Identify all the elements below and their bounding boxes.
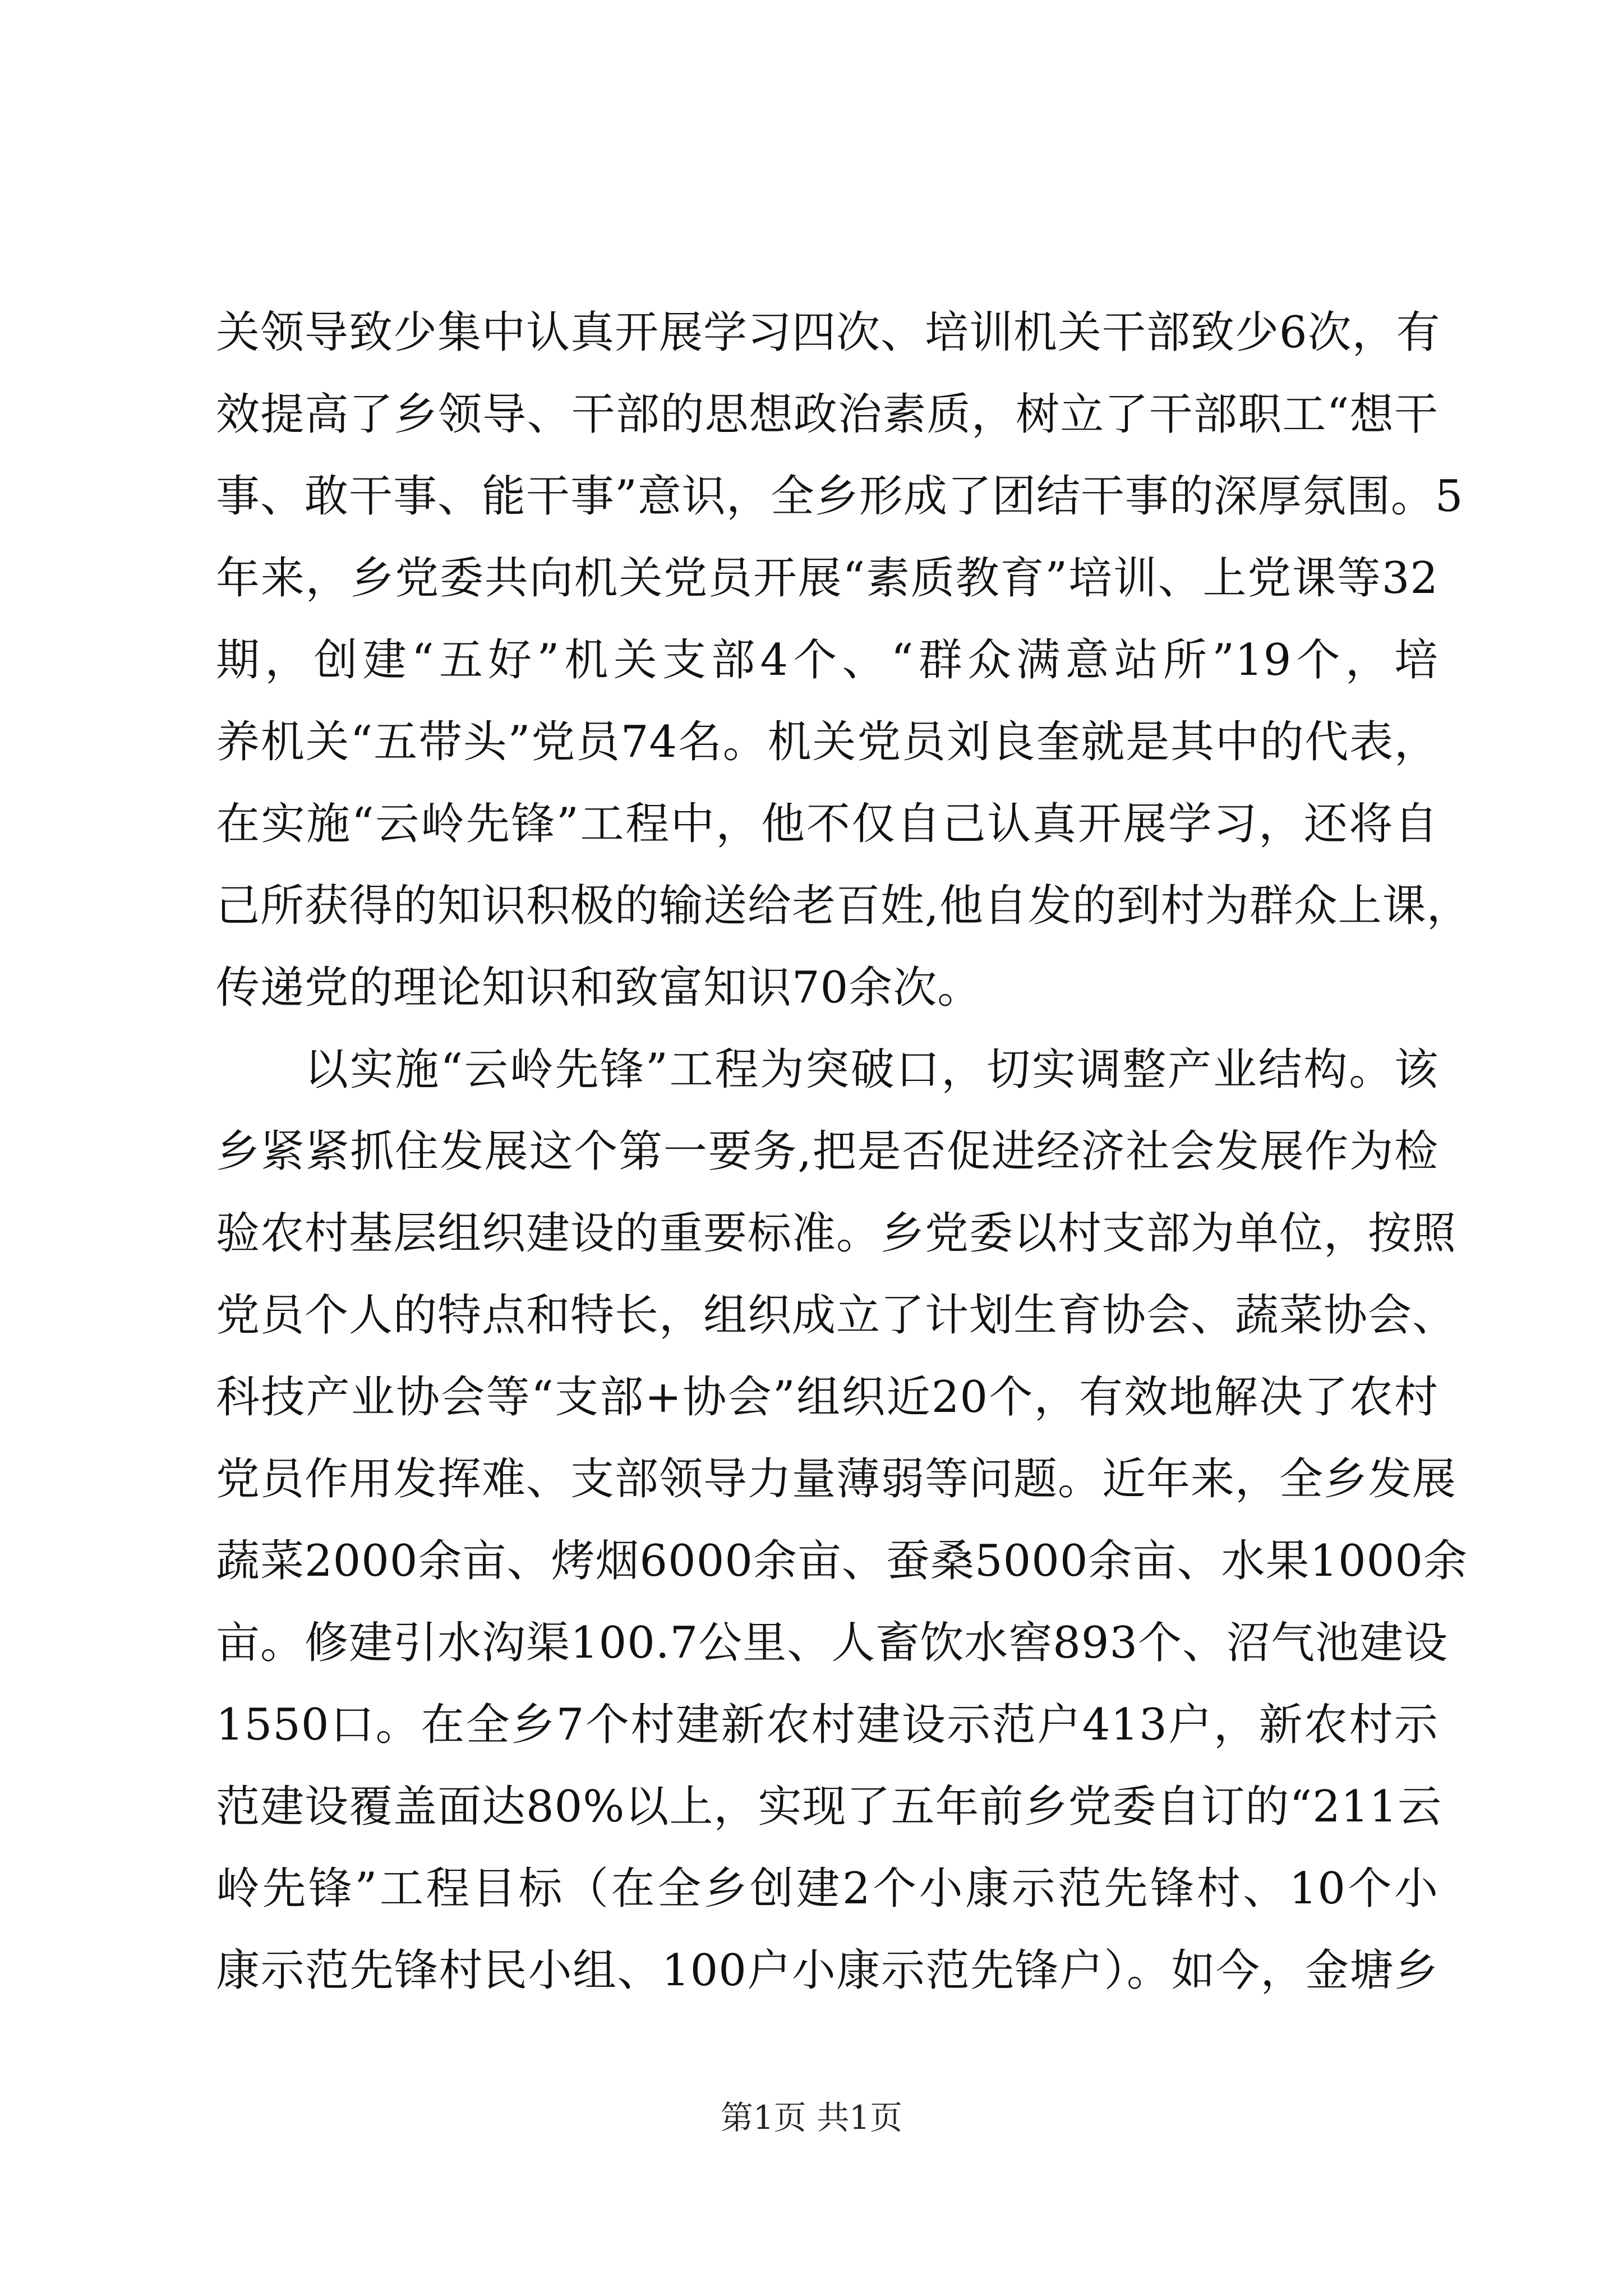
text-line: 事、敢干事、能干事”意识，全乡形成了团结干事的深厚氛围。5 [216,471,1464,522]
text-line: 1550口。在全乡7个村建新农村建设示范户413户，新农村示 [216,1700,1438,1750]
page-footer [0,2095,1623,2140]
text-line: 蔬菜2000余亩、烤烟6000余亩、蚕桑5000余亩、水果1000余 [216,1536,1468,1586]
text-line: 岭先锋”工程目标（在全乡创建2个小康示范先锋村、10个小 [216,1864,1438,1914]
text-line: 亩。修建引水沟渠100.7公里、人畜饮水窖893个、沼气池建设 [216,1618,1449,1668]
text-line: 期，创建“五好”机关支部4个、“群众满意站所”19个，培 [216,635,1438,685]
paragraph-2 [216,1029,1468,2012]
paragraph-1 [216,292,1471,1029]
text-line: 效提高了乡领导、干部的思想政治素质，树立了干部职工“想干 [216,389,1438,440]
text-line: 在实施“云岭先锋”工程中，他不仅自己认真开展学习，还将自 [216,799,1438,849]
text-line: 关领导致少集中认真开展学习四次、培训机关干部致少6次，有 [216,307,1441,358]
page-number-label: 第1页 共1页 [720,2099,903,2137]
text-line: 乡紧紧抓住发展这个第一要务,把是否促进经济社会发展作为检 [216,1126,1438,1177]
text-line: 党员个人的特点和特长，组织成立了计划生育协会、蔬菜协会、 [216,1290,1457,1341]
text-line: 康示范先锋村民小组、100户小康示范先锋户）。如今，金塘乡 [216,1945,1438,1996]
text-line: 传递党的理论知识和致富知识70余次。 [216,963,982,1013]
text-line: 己所获得的知识积极的输送给老百姓,他自发的到村为群众上课， [216,881,1471,931]
text-line: 年来，乡党委共向机关党员开展“素质教育”培训、上党课等32 [216,553,1438,604]
text-line: 范建设覆盖面达80%以上，实现了五年前乡党委自订的“211云 [216,1782,1442,1832]
document-body [216,292,1471,2012]
text-line: 党员作用发挥难、支部领导力量薄弱等问题。近年来，全乡发展 [216,1454,1457,1504]
text-line: 验农村基层组织建设的重要标准。乡党委以村支部为单位，按照 [216,1208,1457,1259]
text-line: 科技产业协会等“支部+协会”组织近20个，有效地解决了农村 [216,1372,1438,1423]
text-line: 养机关“五带头”党员74名。机关党员刘良奎就是其中的代表， [216,717,1438,767]
text-line: 以实施“云岭先锋”工程为突破口，切实调整产业结构。该 [305,1045,1438,1095]
